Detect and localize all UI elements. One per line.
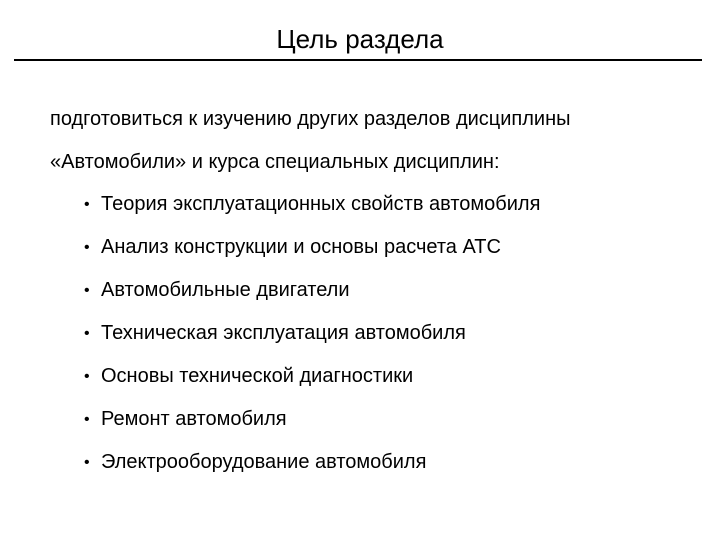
bullet-icon: • <box>84 196 90 213</box>
intro-text <box>50 98 700 184</box>
list-item <box>84 398 540 441</box>
slide-title: Цель раздела <box>276 24 444 54</box>
intro-line-2: «Автомобили» и курса специальных дисциплин: <box>50 151 500 173</box>
list-item-label: Техническая эксплуатация автомобиля <box>101 322 466 344</box>
list-item <box>84 226 540 269</box>
list-item-label: Основы технической диагностики <box>101 365 414 387</box>
list-item-label: Автомобильные двигатели <box>101 279 350 301</box>
intro-line-1: подготовиться к изучению других разделов дисциплины <box>50 108 571 130</box>
list-item <box>84 441 540 484</box>
bullet-icon: • <box>84 325 90 342</box>
list-item <box>84 269 540 312</box>
bullet-icon: • <box>84 411 90 428</box>
bullet-icon: • <box>84 368 90 385</box>
bullet-icon: • <box>84 239 90 256</box>
list-item-label: Теория эксплуатационных свойств автомобиля <box>101 193 541 215</box>
list-item-label: Анализ конструкции и основы расчета АТС <box>101 236 501 258</box>
bullet-icon: • <box>84 454 90 471</box>
list-item <box>84 355 540 398</box>
bullet-icon: • <box>84 282 90 299</box>
list-item <box>84 183 540 226</box>
title-divider <box>14 59 702 61</box>
list-item-label: Электрооборудование автомобиля <box>101 451 427 473</box>
list-item <box>84 312 540 355</box>
discipline-list <box>84 183 540 484</box>
list-item-label: Ремонт автомобиля <box>101 408 287 430</box>
